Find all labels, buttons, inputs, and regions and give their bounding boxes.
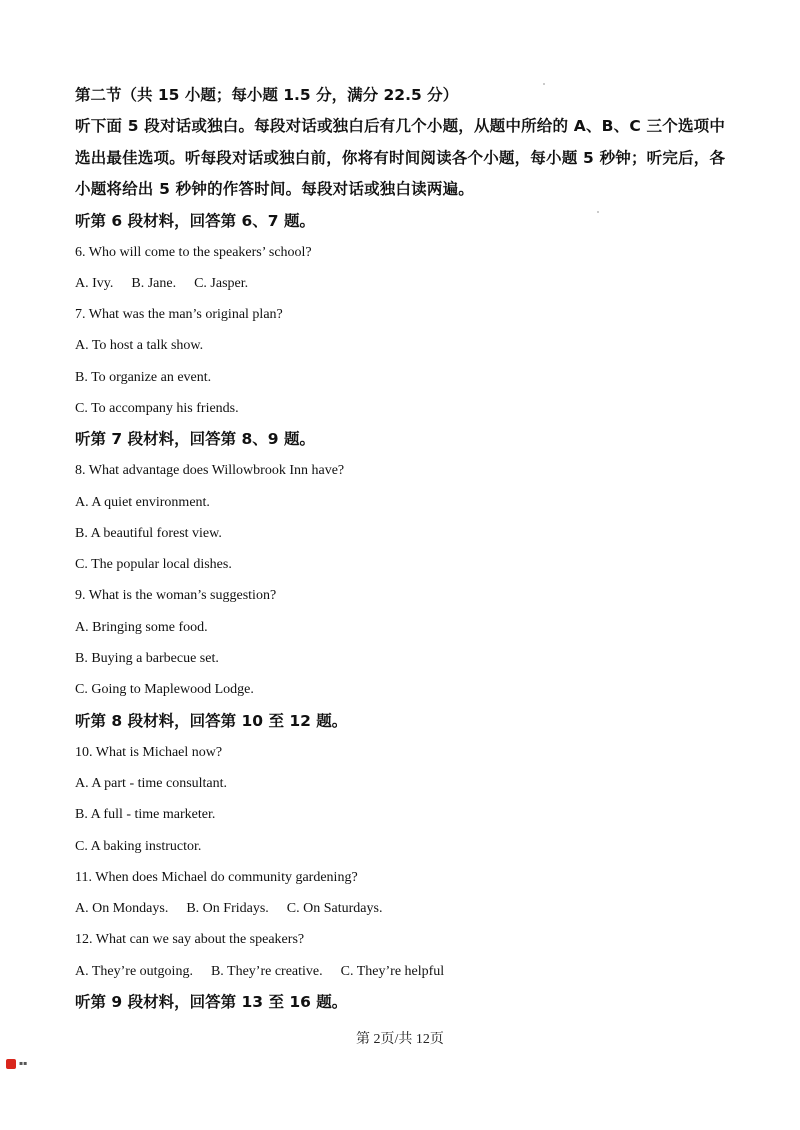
option: A. They’re outgoing. — [75, 963, 193, 979]
scan-speck — [597, 211, 599, 213]
option: A. To host a talk show. — [75, 338, 204, 354]
option: B. A beautiful forest view. — [75, 525, 222, 541]
question-stem: 8. What advantage does Willowbrook Inn have? — [75, 463, 345, 479]
instruction-line: 选出最佳选项。听每段对话或独白前，你将有时间阅读各个小题，每小题 5 秒钟；听完后，各 — [75, 148, 726, 167]
option: C. On Saturdays. — [286, 901, 383, 917]
group-heading: 听第 7 段材料，回答第 8、9 题。 — [75, 430, 315, 449]
question-group — [75, 706, 735, 987]
app-logo-icon — [6, 1059, 16, 1069]
question-stem: 12. What can we say about the speakers? — [75, 932, 305, 948]
question-group — [75, 424, 735, 705]
page-number: 第 2页/共 12页 — [356, 1032, 444, 1047]
section-instructions — [75, 111, 735, 206]
option: B. To organize an event. — [75, 369, 212, 385]
option: B. On Fridays. — [186, 901, 269, 917]
option: C. The popular local dishes. — [75, 557, 232, 573]
question-stem: 11. When does Michael do community gardening? — [75, 869, 358, 885]
options-row — [75, 893, 735, 924]
option: B. Buying a barbecue set. — [75, 651, 219, 667]
option: B. A full - time marketer. — [75, 807, 216, 823]
option: C. Going to Maplewood Lodge. — [75, 682, 254, 698]
group-heading: 听第 8 段材料，回答第 10 至 12 题。 — [75, 711, 348, 730]
option: C. To accompany his friends. — [75, 400, 239, 416]
scan-speck — [543, 83, 545, 85]
option: A. Bringing some food. — [75, 619, 208, 635]
option: C. They’re helpful — [340, 963, 445, 979]
option: A. Ivy. — [75, 275, 114, 291]
group-heading: 听第 9 段材料，回答第 13 至 16 题。 — [75, 993, 348, 1012]
options-row — [75, 268, 735, 299]
instruction-line: 听下面 5 段对话或独白。每段对话或独白后有几个小题，从题中所给的 A、B、C 三个选项中 — [75, 117, 726, 135]
option: A. A quiet environment. — [75, 494, 210, 510]
question-stem: 10. What is Michael now? — [75, 744, 223, 760]
option: A. A part - time consultant. — [75, 775, 228, 791]
question-stem: 6. Who will come to the speakers’ school? — [75, 244, 312, 260]
question-group — [75, 206, 735, 425]
section-title: 第二节（共 15 小题；每小题 1.5 分，满分 22.5 分） — [75, 86, 459, 104]
page-content — [75, 84, 735, 1018]
question-group — [75, 987, 735, 1018]
option: C. Jasper. — [194, 275, 249, 291]
logo-mark-icon: ▪▪ — [19, 1060, 28, 1067]
option: B. Jane. — [131, 275, 177, 291]
question-stem: 9. What is the woman’s suggestion? — [75, 588, 277, 604]
options-row — [75, 956, 735, 987]
option: C. A baking instructor. — [75, 838, 202, 854]
option: A. On Mondays. — [75, 901, 169, 917]
instruction-line: 小题将给出 5 秒钟的作答时间。每段对话或独白读两遍。 — [75, 180, 474, 198]
question-stem: 7. What was the man’s original plan? — [75, 307, 283, 323]
option: B. They’re creative. — [210, 963, 323, 979]
group-heading: 听第 6 段材料，回答第 6、7 题。 — [75, 211, 315, 230]
